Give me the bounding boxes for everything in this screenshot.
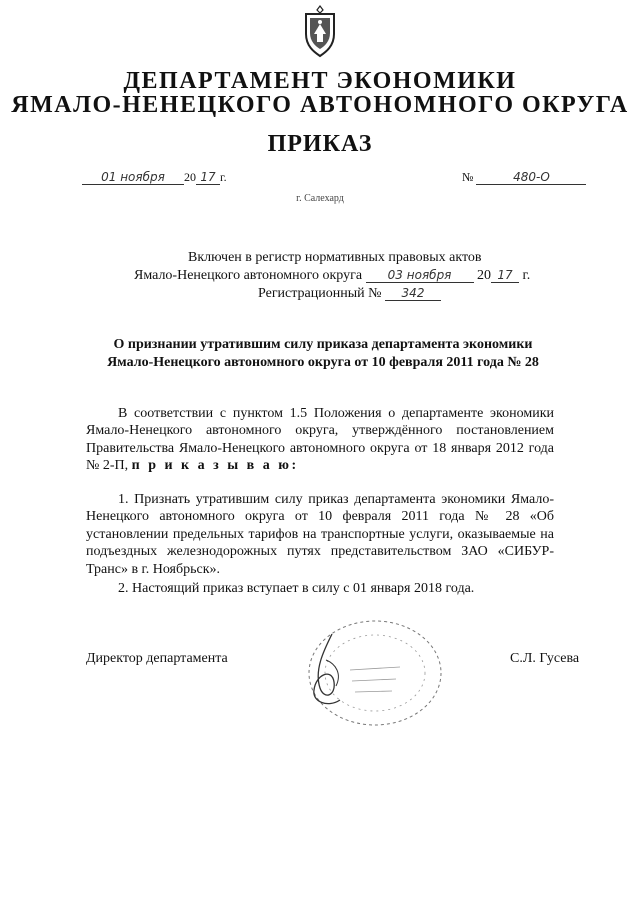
order-word: п р и к а з ы в а ю: (131, 458, 299, 474)
issue-number-prefix: № (462, 170, 474, 184)
registration-year-handwritten: 17 (491, 268, 519, 283)
registration-year-suffix: г. (522, 268, 531, 283)
issue-date (82, 170, 227, 185)
department-name-line2: ЯМАЛО-НЕНЕЦКОГО АВТОНОМНОГО ОКРУГА (11, 92, 629, 118)
order-item-1 (86, 491, 554, 578)
issue-number (462, 170, 586, 185)
order-item-2 (86, 580, 554, 597)
document-subject: О признании утратившим силу приказа департамента экономики Ямало-Ненецкого автономного округа от 10 февраля 2011 года № 28 (107, 337, 539, 370)
order-item-2-text: 2. Настоящий приказ вступает в силу с 01 января 2018 года. (118, 581, 475, 596)
issue-city: г. Салехард (296, 193, 344, 204)
registration-date-handwritten: 03 ноября (366, 268, 474, 283)
issue-date-handwritten: 01 ноября (82, 170, 184, 185)
order-item-1-text: 1. Признать утратившим силу приказ департамента экономики Ямало-Ненецкого автономного округа от 10 февраля 2011 года № 28 «Об установлении предельных тарифов на транспортные услуги, оказываемые на подъездных железнодорожных путях представительством ЗАО «СИБУР-Транс» в г. Ноябрьск». (86, 492, 554, 577)
registration-line3 (258, 286, 441, 302)
handwritten-signature (306, 630, 356, 710)
issue-number-handwritten: 480-О (476, 170, 586, 185)
registration-year-prefix: 20 (477, 268, 492, 283)
issue-year-handwritten: 17 (196, 170, 220, 185)
preamble-text: В соответствии с пунктом 1.5 Положения о департаменте экономики Ямало-Ненецкого автономного округа, утверждённого постановлением Правительства Ямало-Ненецкого автономного округа от 18 января 2012 года № 2-П, (86, 406, 554, 474)
registration-line1: Включен в регистр нормативных правовых актов (188, 250, 482, 265)
registration-region: Ямало-Ненецкого автономного округа (134, 268, 363, 283)
preamble-paragraph (86, 405, 554, 475)
issue-year-prefix: 20 (184, 170, 196, 184)
signer-name: С.Л. Гусева (510, 651, 580, 666)
issue-year-suffix: г. (220, 170, 227, 184)
coat-of-arms-icon (300, 4, 340, 58)
department-name-line1: ДЕПАРТАМЕНТ ЭКОНОМИКИ (123, 68, 517, 94)
signer-position: Директор департамента (86, 651, 228, 666)
registration-number-handwritten: 342 (385, 286, 441, 301)
registration-line2 (134, 268, 530, 284)
registration-number-label: Регистрационный № (258, 286, 382, 301)
document-title: ПРИКАЗ (267, 131, 373, 157)
